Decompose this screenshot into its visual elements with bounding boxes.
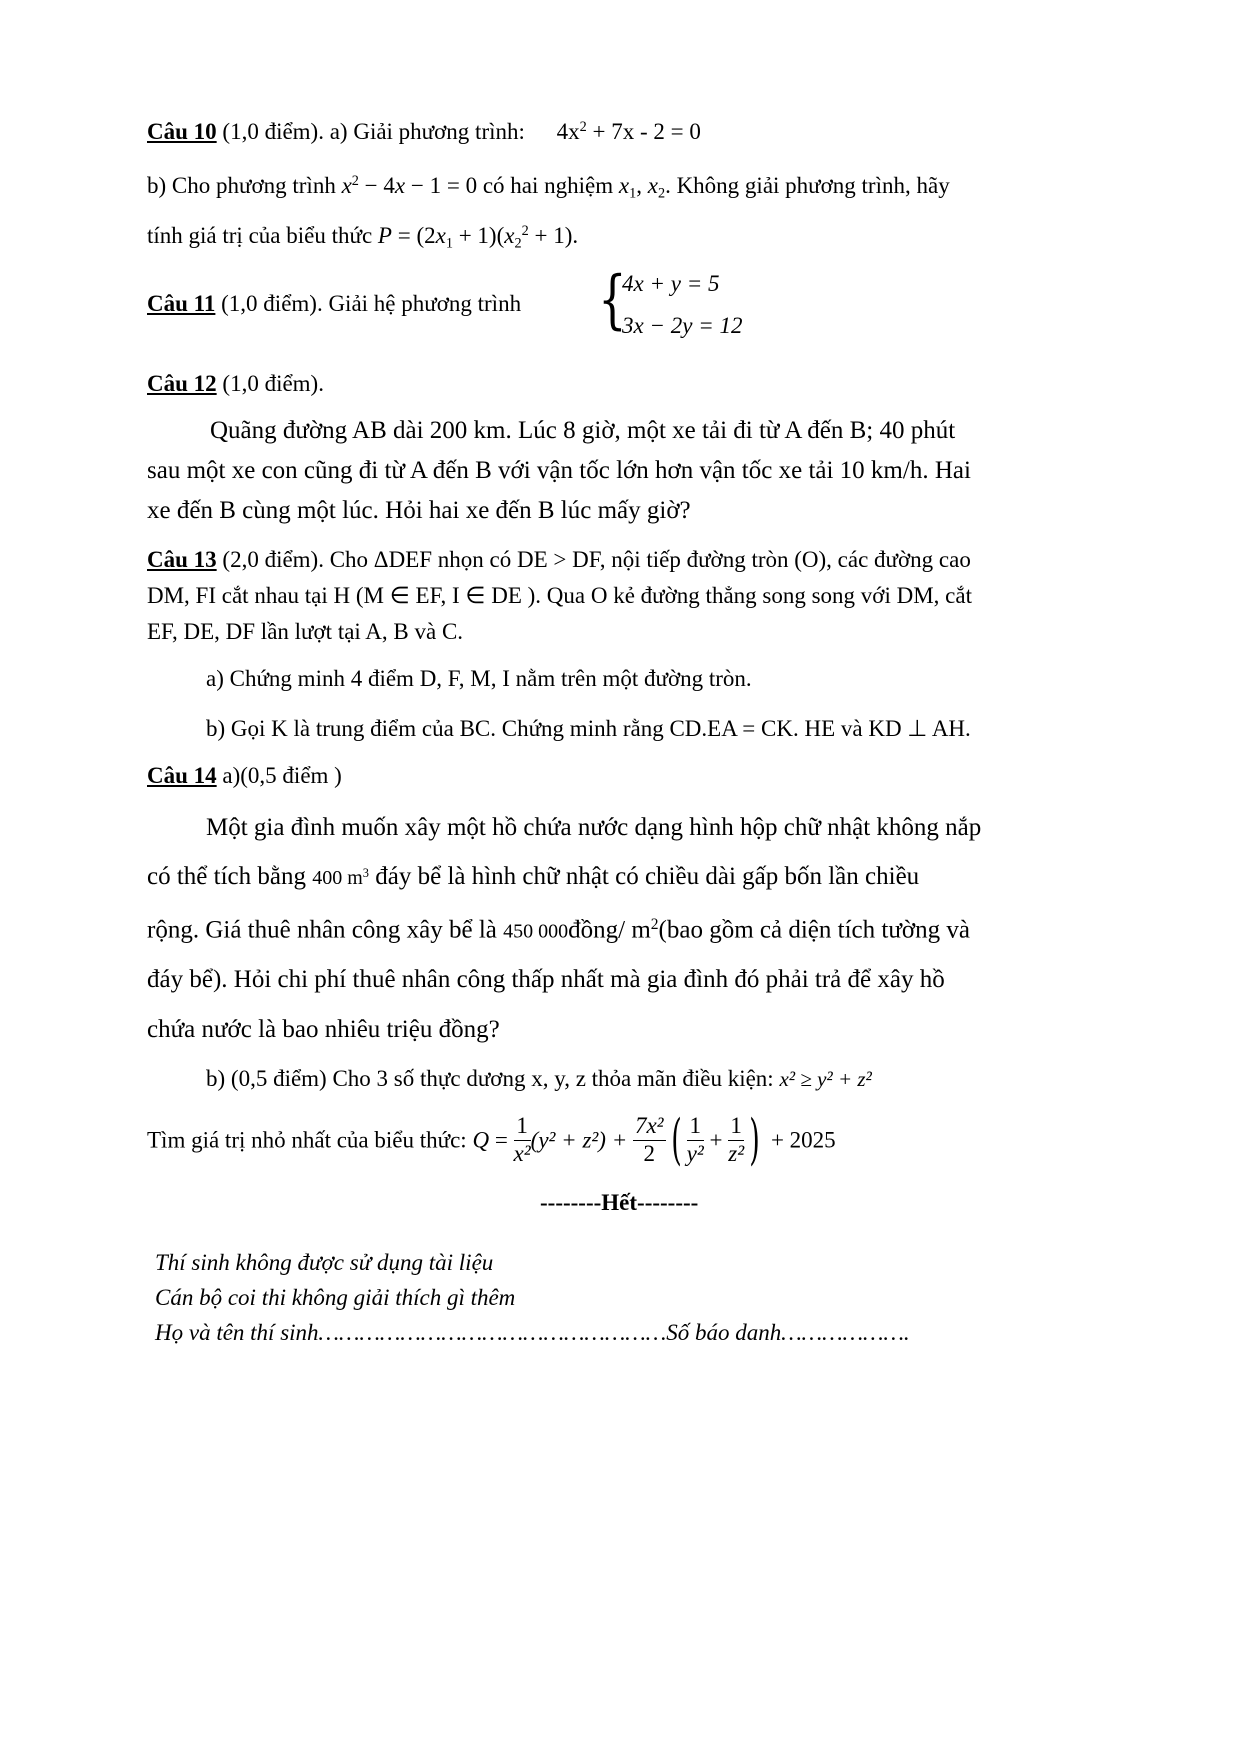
q14-price: 450 000: [503, 920, 569, 943]
candidate-name-label: Họ và tên thí sinh: [155, 1320, 319, 1345]
q12-heading: Câu 12: [147, 371, 217, 396]
q11-system-brace: {: [598, 263, 627, 337]
q12-line: [147, 372, 324, 395]
q10-line-a: [147, 120, 701, 143]
q11-heading: Câu 11: [147, 291, 216, 316]
q12-text-line1: Quãng đường AB dài 200 km. Lúc 8 giờ, một xe tải đi từ A đến B; 40 phút: [210, 417, 956, 444]
q13-heading: Câu 13: [147, 547, 217, 572]
q14-b-line2: Tìm giá trị nhỏ nhất của biểu thức: Q = $\frac{1}{\text{x²}}$ (y² + z²) + $\frac{\text{7x²}}{2}$ ( $\frac{1}{\text{y²}}$ + $\frac{1}{\text{z²}}$ ) + 2025: [147, 1108, 836, 1171]
q14-a-line4: đáy bể). Hỏi chi phí thuê nhân công thấp nhất mà gia đình đó phải trả để xây hồ: [147, 966, 945, 993]
q12-text-line2: sau một xe con cũng đi từ A đến B với vận tốc lớn hơn vận tốc xe tải 10 km/h. Hai: [147, 457, 971, 484]
q11-line: [147, 292, 521, 315]
q14-points: a)(0,5 điểm ): [216, 763, 342, 788]
end-marker: --------Hết--------: [540, 1190, 699, 1215]
footer-note-1: Thí sinh không được sử dụng tài liệu: [155, 1250, 494, 1275]
q10-line-b2: tính giá trị của biểu thức $P = (2x_1 + 1)(x_2^2 + 1)$.: [147, 223, 579, 252]
fraction-7x2-over-2: $\frac{\text{7x²}}{2}$: [634, 1113, 664, 1166]
q10-points: (1,0 điểm). a) Giải phương trình:: [216, 119, 525, 144]
fraction-1-over-z2: $\frac{1}{\text{z²}}$: [728, 1113, 745, 1166]
q14-a-line2: có thể tích bằng 400 $m^3$ đáy bể là hình chữ nhật có chiều dài gấp bốn lần chiều: [147, 863, 920, 890]
q14-a-line5: chứa nước là bao nhiêu triệu đồng?: [147, 1016, 500, 1043]
q10-line-b1: b) Cho phương trình $x^2 - 4x - 1 = 0$ có hai nghiệm $x_1$, $x_2$. Không giải phương trình, hãy: [147, 173, 950, 202]
q14-line: [147, 764, 342, 787]
candidate-number-label: Số báo danh: [666, 1320, 782, 1345]
q11-points: (1,0 điểm). Giải hệ phương trình: [215, 291, 522, 316]
q13-part-a: a) Chứng minh 4 điểm D, F, M, I nằm trên một đường tròn.: [206, 666, 752, 691]
q11-eq1: 4x + y = 5: [622, 271, 720, 296]
q14-a-line3: rộng. Giá thuê nhân công xây bể là 450 000đồng/ $m^2(bao$ gồm cả diện tích tường và: [147, 916, 970, 944]
q13-line2: DM, FI cắt nhau tại H (M ∈ EF, I ∈ DE ). Qua O kẻ đường thẳng song song với DM, cắt: [147, 583, 972, 608]
q10-b-equation: $x^2 - 4x - 1 = 0$: [341, 173, 478, 198]
q14-heading: Câu 14: [147, 763, 217, 788]
candidate-name-blank: ……………………………………………: [318, 1320, 667, 1345]
q12-points: (1,0 điểm).: [216, 371, 324, 396]
fraction-1-over-y2: $\frac{1}{\text{y²}}$: [686, 1113, 704, 1166]
q13-part-b: b) Gọi K là trung điểm của BC. Chứng minh rằng CD.EA = CK. HE và KD ⊥ AH.: [206, 716, 971, 741]
q12-text-line3: xe đến B cùng một lúc. Hỏi hai xe đến B lúc mấy giờ?: [147, 497, 691, 524]
candidate-number-blank: ……………….: [781, 1320, 910, 1345]
q10-heading: Câu 10: [147, 119, 217, 144]
q14-b-condition: x² ≥ y² + z²: [779, 1067, 872, 1091]
q14-a-line1: Một gia đình muốn xây một hồ chứa nước dạng hình hộp chữ nhật không nắp: [206, 814, 982, 841]
q14-volume: 400 $m^3$: [312, 866, 369, 889]
q13-line3: EF, DE, DF lần lượt tại A, B và C.: [147, 619, 464, 644]
footer-note-2: Cán bộ coi thi không giải thích gì thêm: [155, 1285, 516, 1310]
footer-candidate-line: [155, 1321, 910, 1344]
q13-line1: Câu 13 (2,0 điểm). Cho ΔDEF nhọn có DE > DF, nội tiếp đường tròn (O), các đường cao: [147, 547, 971, 572]
q10-eq-a: $4x^2 + 7x - 2 = 0$: [556, 119, 701, 144]
fraction-1-over-x2: $\frac{1}{\text{x²}}$: [513, 1113, 531, 1166]
q10-b-expression: $P = (2x_1 + 1)(x_2^2 + 1)$.: [377, 223, 579, 252]
q14-b-line1: b) (0,5 điểm) Cho 3 số thực dương x, y, z thỏa mãn điều kiện: x² ≥ y² + z²: [206, 1066, 872, 1091]
q11-eq2: 3x − 2y = 12: [622, 313, 743, 338]
